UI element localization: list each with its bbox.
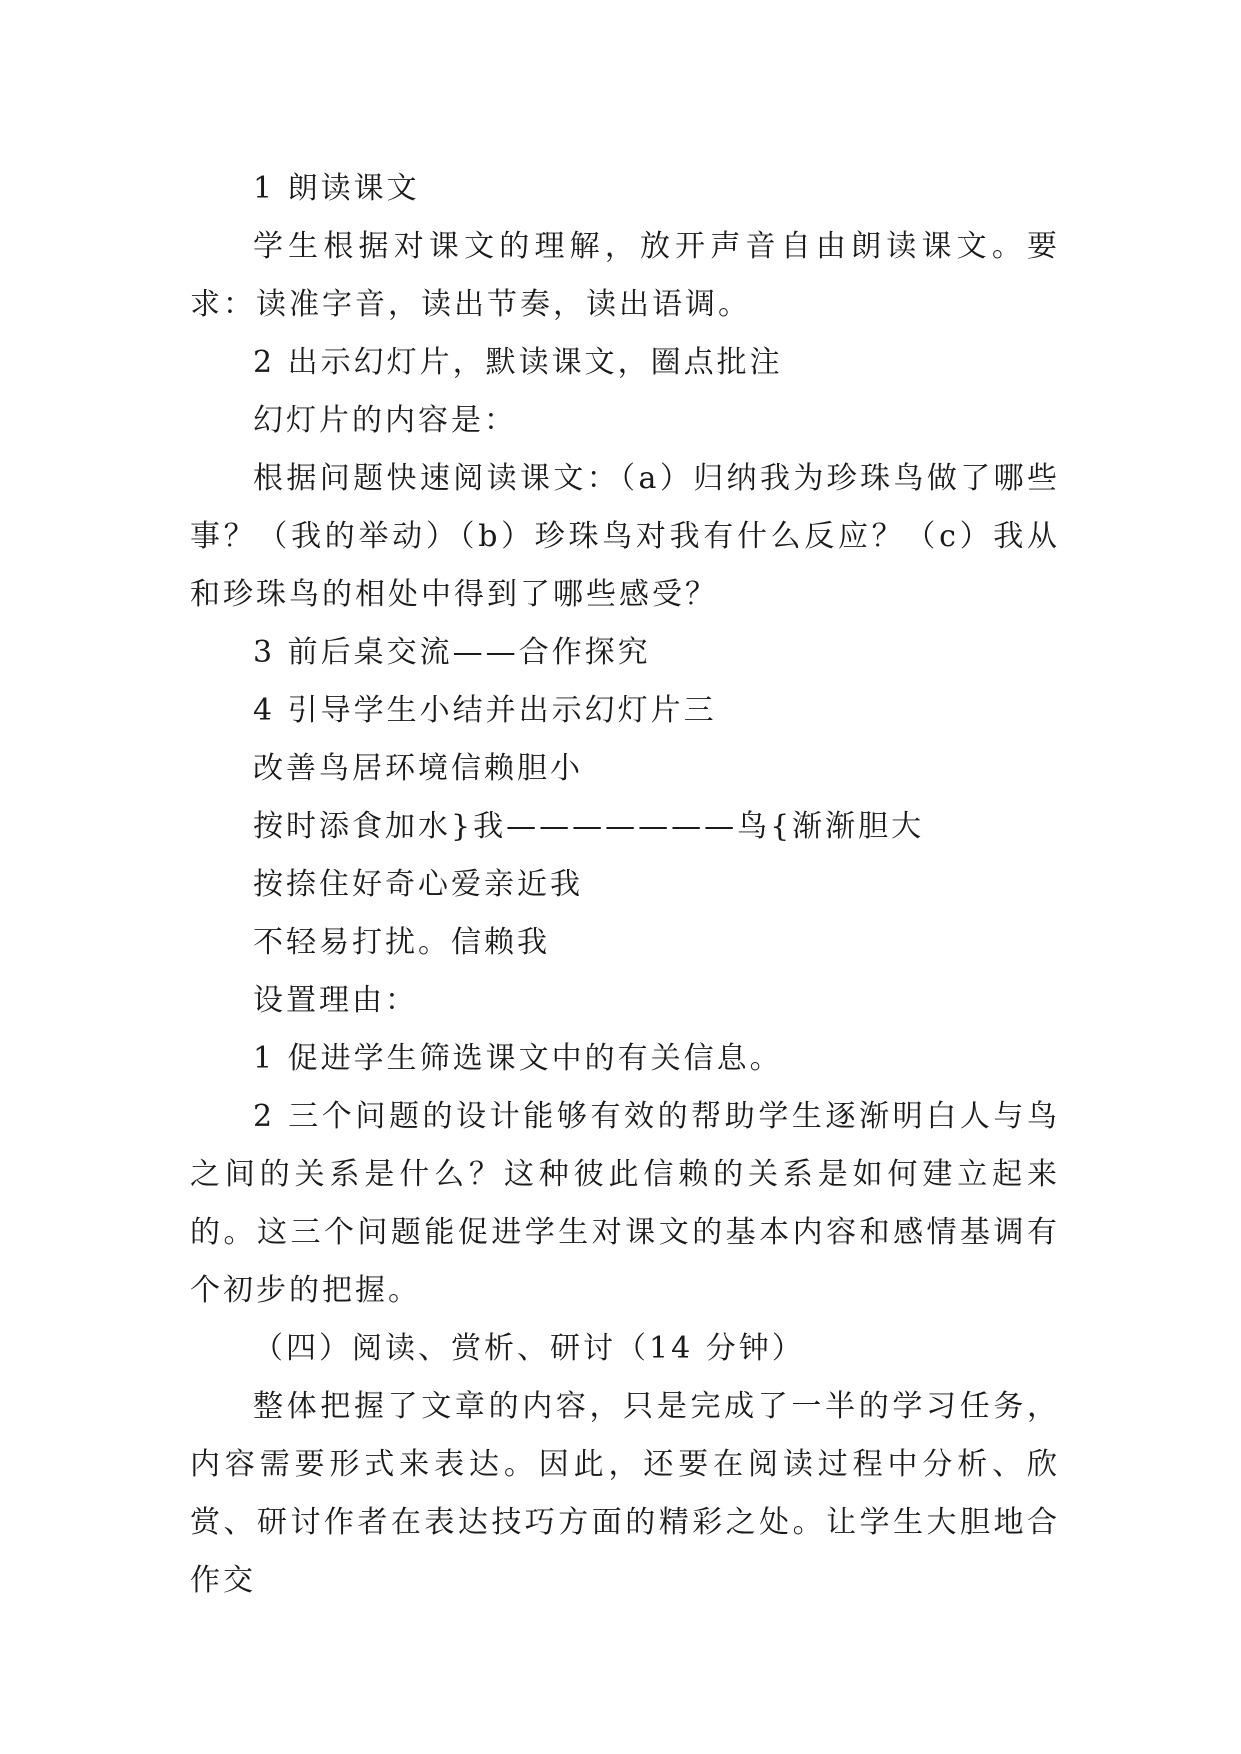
paragraph-slide-content-label: 幻灯片的内容是： — [253, 403, 517, 438]
heading-design-reason: 设置理由： — [253, 983, 418, 1018]
slide-line-4: 不轻易打扰。信赖我 — [253, 925, 550, 960]
paragraph-read-requirements: 学生根据对课文的理解，放开声音自由朗读课文。要求：读准字音，读出节奏，读出语调。 — [190, 229, 1060, 322]
heading-show-slides: 2 出示幻灯片，默读课文，圈点批注 — [253, 345, 783, 380]
reason-item-1: 1 促进学生筛选课文中的有关信息。 — [253, 1041, 783, 1076]
section-heading-4: （四）阅读、赏析、研讨（14 分钟） — [253, 1331, 805, 1366]
heading-read-aloud: 1 朗读课文 — [253, 171, 420, 206]
paragraph-section-4-intro: 整体把握了文章的内容，只是完成了一半的学习任务，内容需要形式来表达。因此，还要在阅读过程中分析、欣赏、研讨作者在表达技巧方面的精彩之处。让学生大胆地合作交 — [190, 1389, 1060, 1598]
slide-line-2: 按时添食加水}我———————鸟{渐渐胆大 — [253, 809, 925, 844]
slide-line-1: 改善鸟居环境信赖胆小 — [253, 751, 583, 786]
heading-group-discussion: 3 前后桌交流——合作探究 — [253, 635, 651, 670]
heading-summary-slide: 4 引导学生小结并出示幻灯片三 — [253, 693, 717, 728]
document-page — [190, 160, 1060, 1610]
reason-item-2: 2 三个问题的设计能够有效的帮助学生逐渐明白人与鸟之间的关系是什么？这种彼此信赖的关系是如何建立起来的。这三个问题能促进学生对课文的基本内容和感情基调有个初步的把握。 — [190, 1099, 1060, 1308]
slide-line-3: 按捺住好奇心爱亲近我 — [253, 867, 583, 902]
paragraph-slide-questions: 根据问题快速阅读课文：（a）归纳我为珍珠鸟做了哪些事？（我的举动）（b）珍珠鸟对我有什么反应？（c）我从和珍珠鸟的相处中得到了哪些感受？ — [190, 461, 1060, 612]
